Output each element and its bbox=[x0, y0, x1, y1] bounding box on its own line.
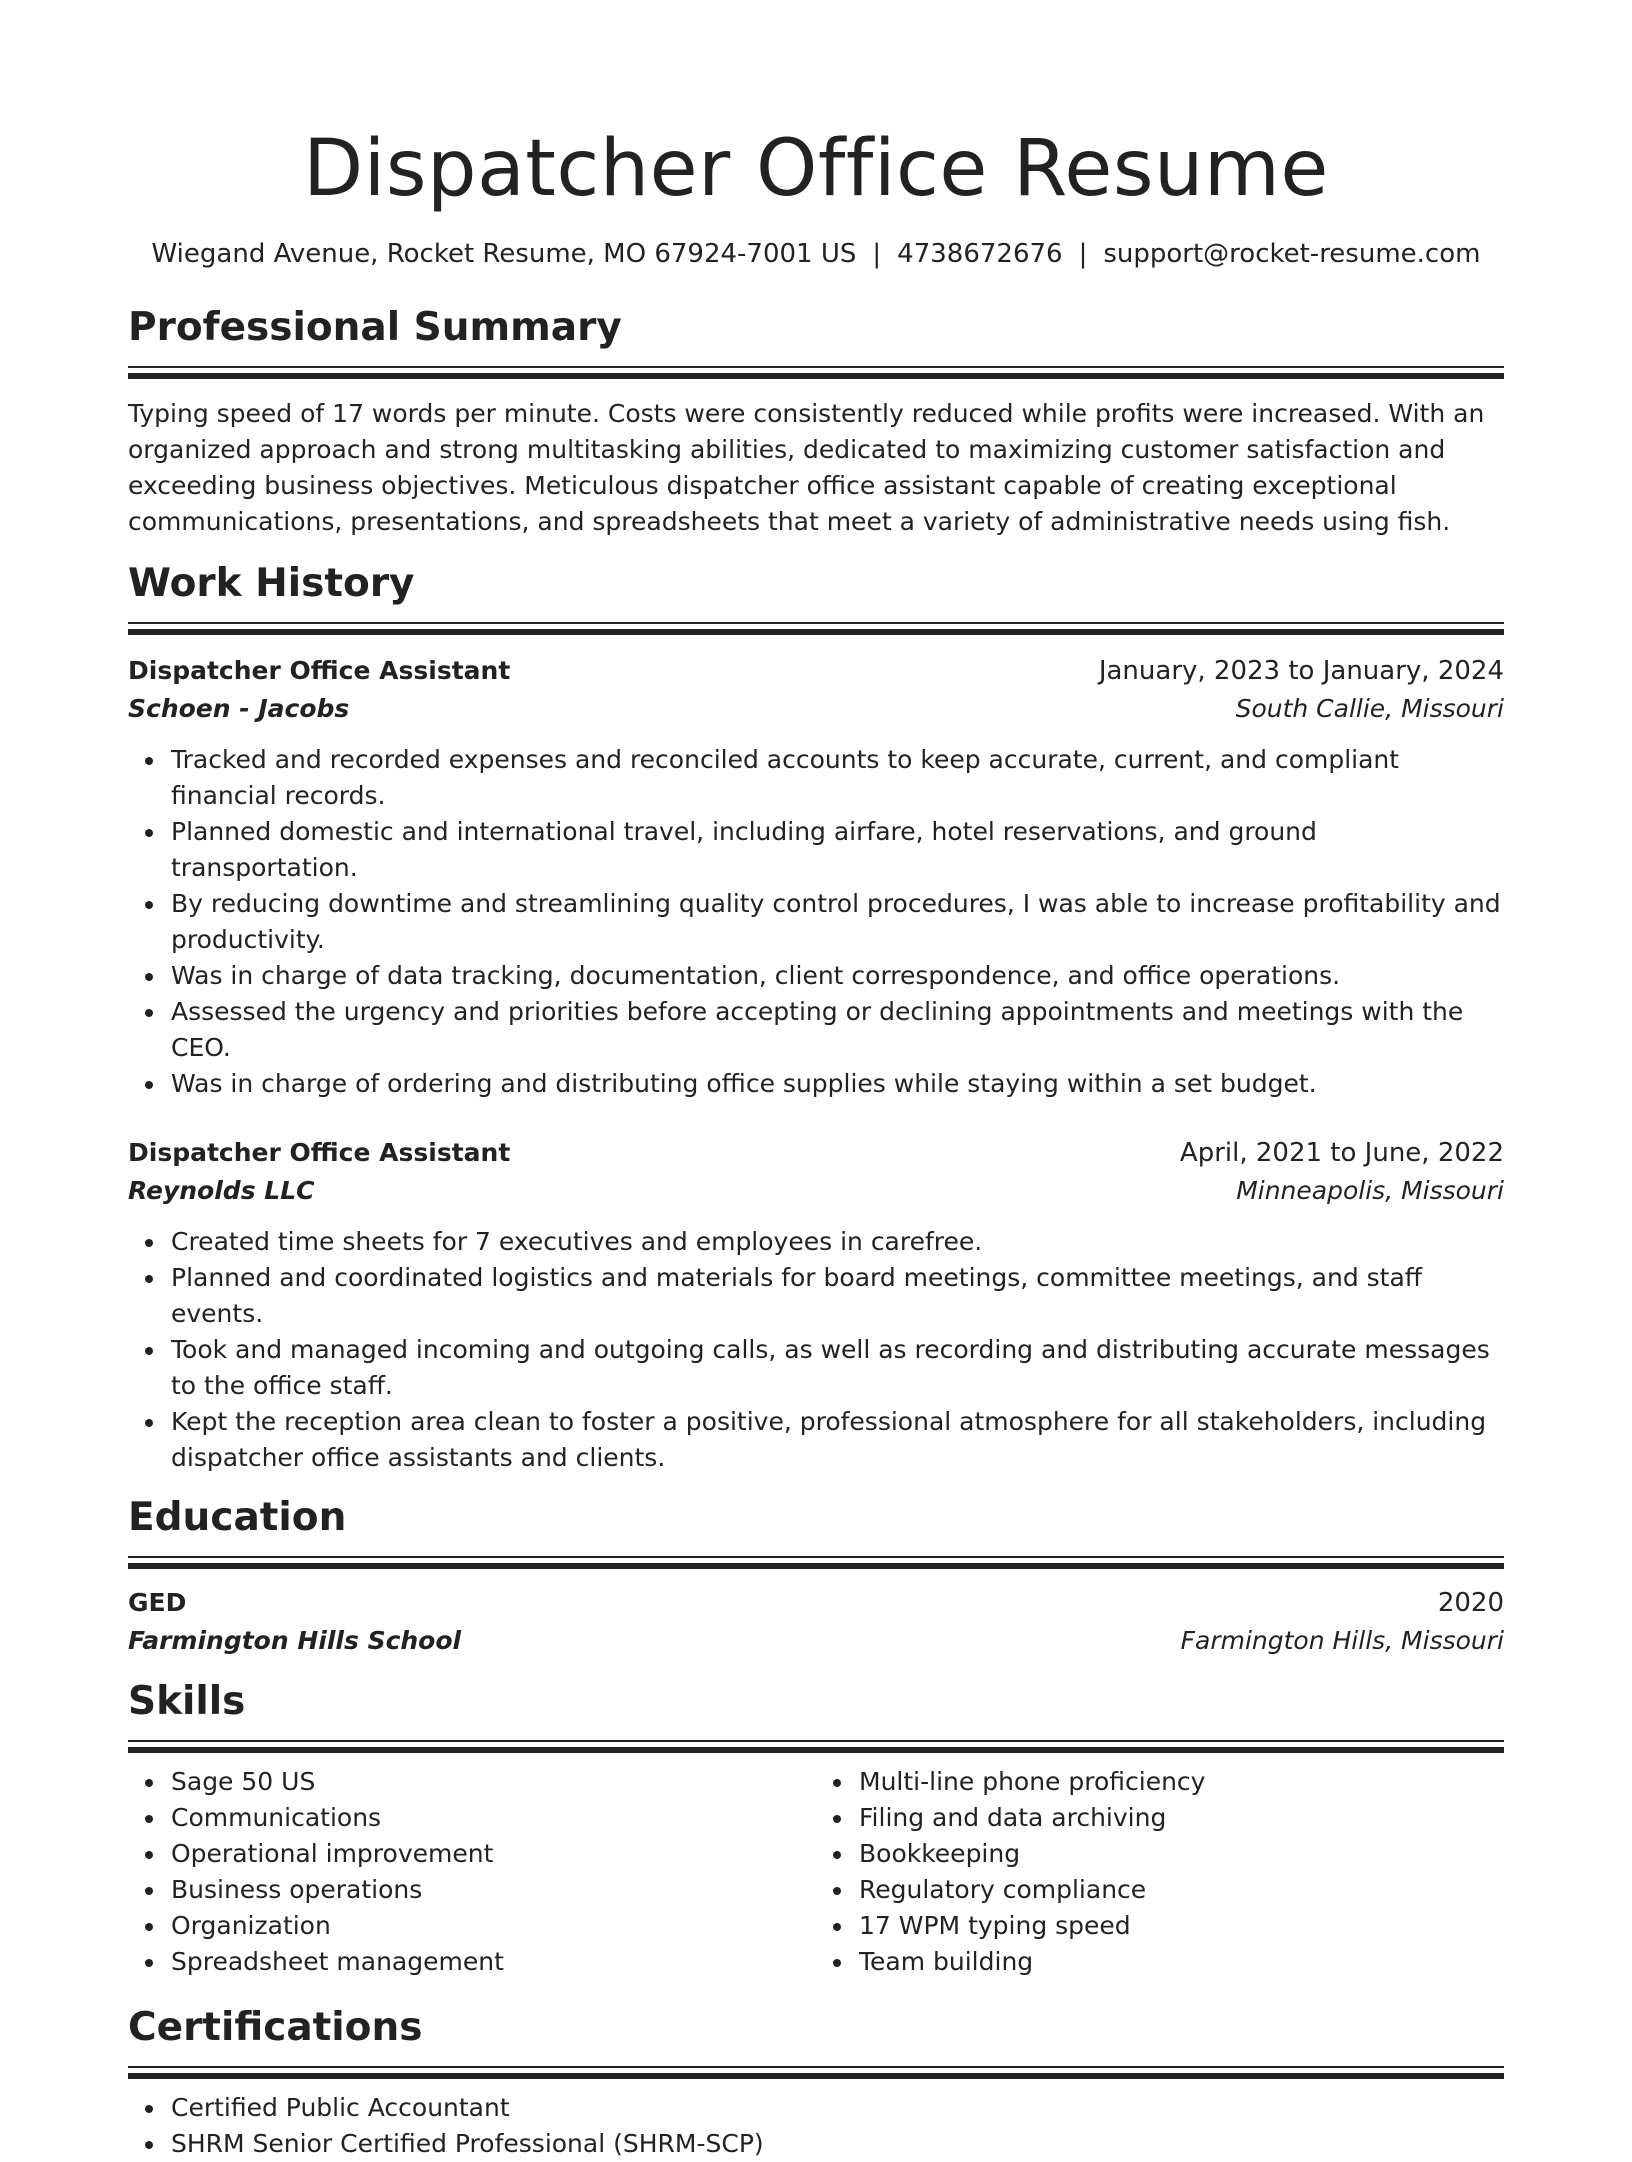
job-bullets bbox=[128, 1224, 1504, 1476]
job-entry bbox=[128, 1134, 1504, 1476]
job-dates: January, 2023 to January, 2024 bbox=[1098, 656, 1504, 686]
list-item: Certified Public Accountant bbox=[128, 2090, 1504, 2126]
certifications-list bbox=[128, 2090, 1504, 2162]
contact-phone: 4738672676 bbox=[897, 239, 1063, 269]
resume-title: Dispatcher Office Resume bbox=[303, 124, 1329, 214]
section-heading-certifications: Certifications bbox=[128, 2005, 423, 2050]
job-company: Schoen - Jacobs bbox=[128, 694, 350, 723]
list-item: Assessed the urgency and priorities before accepting or declining appointments and meetings with the CEO. bbox=[128, 994, 1504, 1066]
education-entry bbox=[128, 1584, 1504, 1660]
list-item: Filing and data archiving bbox=[816, 1800, 1504, 1836]
section-divider bbox=[128, 1556, 1504, 1570]
list-item: Planned and coordinated logistics and materials for board meetings, committee meetings, and staff events. bbox=[128, 1260, 1504, 1332]
job-entry bbox=[128, 652, 1504, 1102]
skills-list-right bbox=[816, 1764, 1504, 1980]
list-item: Tracked and recorded expenses and reconciled accounts to keep accurate, current, and compliant financial records. bbox=[128, 742, 1504, 814]
job-company: Reynolds LLC bbox=[128, 1176, 315, 1205]
list-item: Communications bbox=[128, 1800, 816, 1836]
job-dates: April, 2021 to June, 2022 bbox=[1179, 1138, 1504, 1168]
contact-address: Wiegand Avenue, Rocket Resume, MO 67924-7001 US bbox=[151, 239, 857, 269]
section-divider bbox=[128, 1740, 1504, 1754]
job-bullets bbox=[128, 742, 1504, 1102]
contact-email: support@rocket-resume.com bbox=[1103, 239, 1481, 269]
list-item: Spreadsheet management bbox=[128, 1944, 816, 1980]
summary-text: Typing speed of 17 words per minute. Costs were consistently reduced while profits were increased. With an organized approach and strong multitasking abilities, dedicated to maximizing customer satisfaction and exceeding business objectives. Meticulous dispatcher office assistant capable of creating exceptional communications, presentations, and spreadsheets that meet a variety of administrative needs using fish. bbox=[128, 399, 1485, 536]
job-location: South Callie, Missouri bbox=[1235, 694, 1504, 723]
list-item: Operational improvement bbox=[128, 1836, 816, 1872]
education-location: Farmington Hills, Missouri bbox=[1180, 1626, 1504, 1655]
section-divider bbox=[128, 366, 1504, 380]
list-item: Team building bbox=[816, 1944, 1504, 1980]
section-divider bbox=[128, 2066, 1504, 2080]
section-heading-work: Work History bbox=[128, 561, 415, 606]
skills-list-left bbox=[128, 1764, 816, 1980]
list-item: Sage 50 US bbox=[128, 1764, 816, 1800]
section-heading-education: Education bbox=[128, 1495, 347, 1540]
contact-separator: | bbox=[1078, 239, 1088, 269]
list-item: Bookkeeping bbox=[816, 1836, 1504, 1872]
list-item: Took and managed incoming and outgoing calls, as well as recording and distributing accurate messages to the office staff. bbox=[128, 1332, 1504, 1404]
list-item: Was in charge of ordering and distributing office supplies while staying within a set budget. bbox=[128, 1066, 1504, 1102]
job-location: Minneapolis, Missouri bbox=[1236, 1176, 1504, 1205]
list-item: By reducing downtime and streamlining quality control procedures, I was able to increase profitability and productivity. bbox=[128, 886, 1504, 958]
education-year: 2020 bbox=[1437, 1588, 1504, 1618]
list-item: SHRM Senior Certified Professional (SHRM-SCP) bbox=[128, 2126, 1504, 2162]
education-degree: GED bbox=[128, 1588, 187, 1617]
job-title: Dispatcher Office Assistant bbox=[128, 656, 511, 685]
list-item: Regulatory compliance bbox=[816, 1872, 1504, 1908]
list-item: Was in charge of data tracking, documentation, client correspondence, and office operations. bbox=[128, 958, 1504, 994]
list-item: Kept the reception area clean to foster a positive, professional atmosphere for all stakeholders, including dispatcher office assistants and clients. bbox=[128, 1404, 1504, 1476]
contact-line bbox=[128, 237, 1504, 271]
list-item: Organization bbox=[128, 1908, 816, 1944]
section-divider bbox=[128, 622, 1504, 636]
list-item: Planned domestic and international travel, including airfare, hotel reservations, and ground transportation. bbox=[128, 814, 1504, 886]
education-school: Farmington Hills School bbox=[128, 1626, 462, 1655]
skills-columns bbox=[128, 1764, 1504, 1980]
job-title: Dispatcher Office Assistant bbox=[128, 1138, 511, 1167]
list-item: Multi-line phone proficiency bbox=[816, 1764, 1504, 1800]
section-heading-skills: Skills bbox=[128, 1679, 246, 1724]
section-heading-summary: Professional Summary bbox=[128, 305, 622, 350]
list-item: Business operations bbox=[128, 1872, 816, 1908]
list-item: Created time sheets for 7 executives and employees in carefree. bbox=[128, 1224, 1504, 1260]
contact-separator: | bbox=[872, 239, 882, 269]
list-item: 17 WPM typing speed bbox=[816, 1908, 1504, 1944]
